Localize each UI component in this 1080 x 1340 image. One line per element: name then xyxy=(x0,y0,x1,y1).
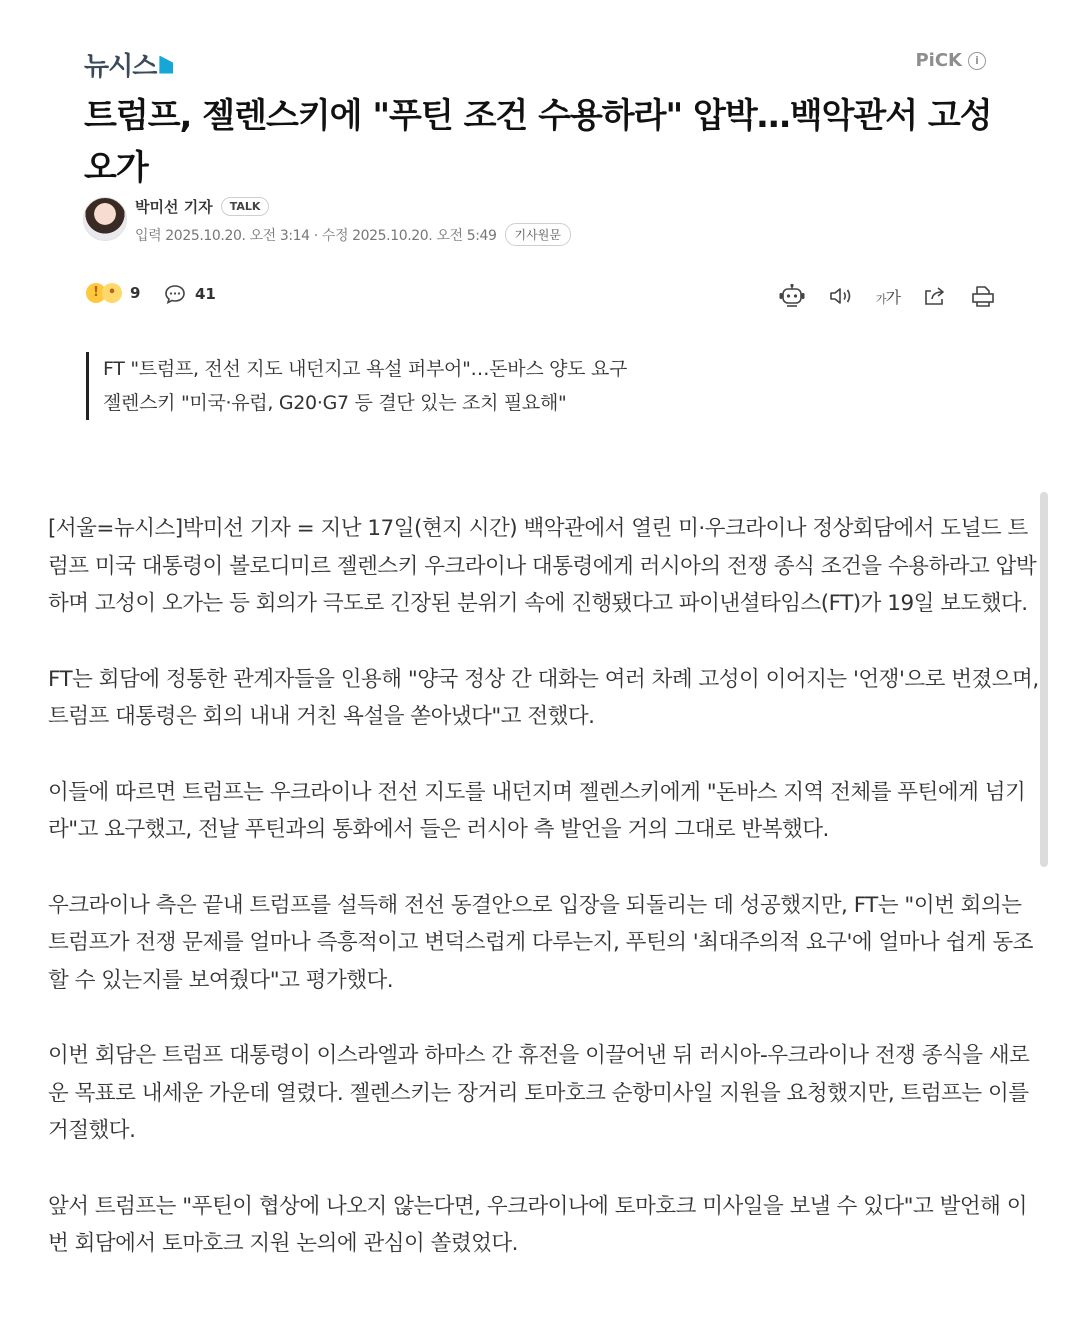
article-paragraph: 이번 회담은 트럼프 대통령이 이스라엘과 하마스 간 휴전을 이끌어낸 뒤 러시아-우크라이나 전쟁 종식을 새로운 목표로 내세운 가운데 열렸다. 젤렌스키는 장거리 토마호크 순항미사일 지원을 요청했지만, 트럼프는 이를 거절했다. xyxy=(48,1043,1030,1143)
logo-mark-icon xyxy=(159,56,173,74)
article-body xyxy=(48,510,1042,1301)
reaction-count: 9 xyxy=(130,284,141,302)
summary-line: 젤렌스키 "미국·유럽, G20·G7 등 결단 있는 조치 필요해" xyxy=(103,392,567,414)
article-action-bar xyxy=(86,283,996,313)
article-paragraph: 이들에 따르면 트럼프는 우크라이나 전선 지도를 내던지며 젤렌스키에게 "돈바스 지역 전체를 푸틴에게 넘기라"고 요구했고, 전날 푸틴과의 통화에서 들은 러시아 측 발언을 거의 그대로 반복했다. xyxy=(48,779,1026,842)
emoji-reaction-icon: • xyxy=(102,283,122,303)
article-paragraph: [서울=뉴시스]박미선 기자 = 지난 17일(현지 시간) 백악관에서 열린 미·우크라이나 정상회담에서 도널드 트럼프 미국 대통령이 볼로디미르 젤렌스키 우크라이나 대통령에게 러시아의 전쟁 종식 조건을 수용하라고 압박하며 고성이 오가는 등 회의가 극도로 긴장된 분위기 속에 진행됐다고 파이낸셜타임스(FT)가 19일 보도했다. xyxy=(48,516,1037,616)
pick-badge[interactable] xyxy=(915,50,986,71)
print-icon[interactable] xyxy=(970,284,996,308)
scrollbar[interactable] xyxy=(1040,492,1048,867)
byline xyxy=(135,193,571,246)
emoji-reaction-icon: ! xyxy=(86,283,106,303)
share-icon[interactable] xyxy=(922,284,948,308)
article-paragraph: 앞서 트럼프는 "푸틴이 협상에 나오지 않는다면, 우크라이나에 토마호크 미사일을 보낼 수 있다"고 발언해 이번 회담에서 토마호크 지원 논의에 관심이 쏠렸었다. xyxy=(48,1193,1028,1256)
logo-text: 뉴시스 xyxy=(84,52,157,82)
article-dates: 입력 2025.10.20. 오전 3:14 · 수정 2025.10.20. 오전 5:49 xyxy=(135,227,497,244)
reaction-button[interactable] xyxy=(86,283,140,303)
reporter-avatar[interactable] xyxy=(83,197,127,241)
info-icon[interactable]: i xyxy=(968,52,986,70)
ai-summary-robot-icon[interactable] xyxy=(778,283,806,309)
font-size-button[interactable] xyxy=(876,285,900,308)
summary-line: FT "트럼프, 전선 지도 내던지고 욕설 퍼부어"…돈바스 양도 요구 xyxy=(103,358,628,380)
pick-label: PiCK xyxy=(915,50,962,71)
article-paragraph: 우크라이나 측은 끝내 트럼프를 설득해 전선 동결안으로 입장을 되돌리는 데 성공했지만, FT는 "이번 회의는 트럼프가 전쟁 문제를 얼마나 즉흥적이고 변덕스럽게 다루는지, 푸틴의 '최대주의적 요구'에 얼마나 쉽게 동조할 수 있는지를 보여줬다"고 평가했다. xyxy=(48,892,1034,993)
original-article-button[interactable]: 기사원문 xyxy=(505,223,571,246)
article-headline: 트럼프, 젤렌스키에 "푸틴 조건 수용하라" 압박…백악관서 고성 오가 xyxy=(84,96,992,188)
article-tools xyxy=(778,283,996,309)
font-size-large-label: 가 xyxy=(885,287,900,307)
comment-icon xyxy=(164,283,186,305)
comment-count: 41 xyxy=(195,285,216,303)
comment-button[interactable] xyxy=(164,283,216,305)
font-size-small-label: 가 xyxy=(875,292,886,306)
reporter-name[interactable]: 박미선 기자 xyxy=(135,197,213,216)
article-summary xyxy=(86,352,627,420)
audio-speaker-icon[interactable] xyxy=(828,284,854,308)
newsis-logo[interactable] xyxy=(84,46,173,83)
article-paragraph: FT는 회담에 정통한 관계자들을 인용해 "양국 정상 간 대화는 여러 차례 고성이 이어지는 '언쟁'으로 번졌으며, 트럼프 대통령은 회의 내내 거친 욕설을 쏟아냈다"고 전했다. xyxy=(48,666,1039,729)
talk-button[interactable]: TALK xyxy=(221,197,270,216)
